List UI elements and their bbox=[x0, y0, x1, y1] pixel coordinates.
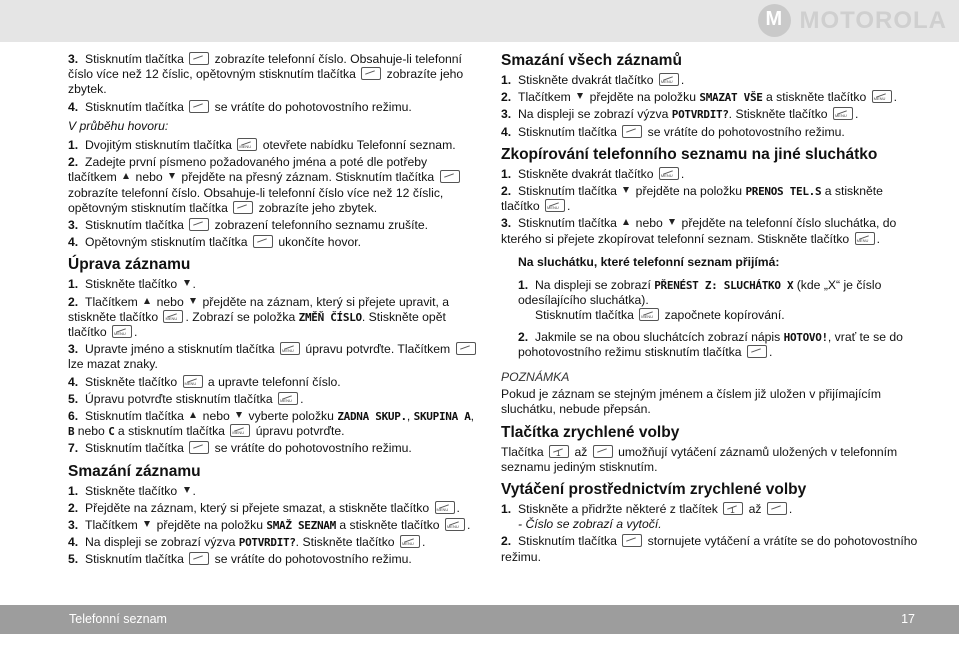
end-key-icon bbox=[189, 552, 209, 565]
menu-key-icon bbox=[183, 375, 203, 388]
down-arrow-icon bbox=[576, 91, 584, 103]
page-number: 17 bbox=[901, 612, 915, 626]
step: 1. Stiskněte dvakrát tlačítko MENU. bbox=[501, 73, 921, 88]
brand bbox=[758, 4, 947, 37]
menu-key-icon bbox=[639, 308, 659, 321]
display-text: ZADNA SKUP. bbox=[337, 410, 407, 424]
section-title: Smazání záznamu bbox=[68, 462, 201, 480]
display-text: POTVRDIT? bbox=[238, 536, 296, 550]
step: 2. Tlačítkem přejděte na položku SMAZAT VŠE a stiskněte tlačítko MENU. bbox=[501, 90, 921, 105]
step: 1. Na displeji se zobrazí PŘENÉST Z: SLUCHÁTKO X (kde „X“ je číslo odesílajícího sluchátka). Stisknutím tlačítka MENU započnete kopírování. bbox=[501, 278, 921, 324]
down-arrow-icon bbox=[183, 485, 191, 497]
section-title: Vytáčení prostřednictvím zrychlené volby bbox=[501, 481, 807, 499]
display-text: ZMĚŇ ČÍSLO bbox=[298, 310, 362, 324]
step: 2. Jakmile se na obou sluchátcích zobrazí nápis HOTOVO!, vrať te se do pohotovostního režimu stisknutím tlačítka . bbox=[518, 329, 903, 359]
during-call-heading: V průběhu hovoru: bbox=[68, 118, 169, 133]
note-label: POZNÁMKA bbox=[501, 370, 570, 385]
menu-key-icon bbox=[237, 138, 257, 151]
display-text: HOTOVO! bbox=[783, 330, 828, 344]
end-key-icon bbox=[747, 345, 767, 358]
end-key-icon bbox=[189, 100, 209, 113]
step: 1. Stiskněte dvakrát tlačítko MENU. bbox=[501, 167, 921, 182]
step: 4. Stisknutím tlačítka se vrátíte do pohotovostního režimu. bbox=[68, 99, 412, 114]
section-title: Tlačítka zrychlené volby bbox=[501, 423, 680, 441]
page-header bbox=[0, 0, 959, 42]
display-text: B bbox=[68, 425, 75, 439]
menu-key-icon bbox=[163, 310, 183, 323]
footer-section: Telefonní seznam bbox=[69, 612, 167, 626]
end-key-icon bbox=[189, 441, 209, 454]
step: 2. Stisknutím tlačítka přejděte na položku PRENOS TEL.S a stiskněte tlačítko MENU. bbox=[501, 184, 921, 214]
right-column bbox=[501, 52, 921, 567]
step: 3. Stisknutím tlačítka nebo přejděte na telefonní číslo sluchátka, do kterého si přejete zkopírovat telefonní seznam. Stiskněte tlačítko MENU. bbox=[501, 216, 921, 246]
menu-key-icon bbox=[280, 342, 300, 355]
end-key-icon bbox=[622, 125, 642, 138]
menu-key-icon bbox=[545, 199, 565, 212]
step: 3. Stisknutím tlačítka zobrazíte telefonní číslo. Obsahuje-li telefonní číslo více než 12 číslic, opětovným stisknutím tlačítka zobrazíte jeho zbytek. bbox=[68, 52, 464, 97]
step: 5. Stisknutím tlačítka se vrátíte do pohotovostního režimu. bbox=[68, 552, 412, 567]
down-arrow-icon bbox=[189, 296, 197, 308]
menu-key-icon bbox=[400, 535, 420, 548]
call-key-icon bbox=[361, 67, 381, 80]
menu-key-icon bbox=[659, 167, 679, 180]
menu-key-icon bbox=[445, 518, 465, 531]
step: 4. Stisknutím tlačítka se vrátíte do pohotovostního režimu. bbox=[501, 124, 845, 139]
call-key-icon bbox=[233, 201, 253, 214]
display-text: SKUPINA A bbox=[413, 410, 471, 424]
motorola-logo-icon bbox=[758, 4, 791, 37]
key-1-icon bbox=[549, 445, 569, 458]
display-text: PRENOS TEL.S bbox=[745, 185, 822, 199]
section-title: Úprava záznamu bbox=[68, 256, 191, 274]
end-key-icon bbox=[622, 534, 642, 547]
menu-key-icon bbox=[230, 424, 250, 437]
step: 2. Stisknutím tlačítka stornujete vytáčení a vrátíte se do pohotovostního režimu. bbox=[501, 534, 918, 564]
menu-key-icon bbox=[112, 325, 132, 338]
step: 2. Tlačítkem nebo přejděte na záznam, který si přejete upravit, a stiskněte tlačítko MENU. Zobrazí se položka ZMĚŇ ČÍSLO. Stiskněte opět tlačítko MENU. bbox=[68, 295, 478, 341]
menu-key-icon bbox=[278, 392, 298, 405]
display-text: POTVRDIT? bbox=[671, 108, 729, 122]
left-column bbox=[68, 52, 478, 570]
step: 1. Stiskněte tlačítko . bbox=[68, 277, 196, 292]
step: 4. Stiskněte tlačítko MENU a upravte telefonní číslo. bbox=[68, 375, 478, 390]
step: 2. Přejděte na záznam, který si přejete smazat, a stiskněte tlačítko MENU. bbox=[68, 501, 478, 516]
call-key-icon bbox=[456, 342, 476, 355]
step: 3. Upravte jméno a stisknutím tlačítka MENU úpravu potvrďte. Tlačítkem lze mazat znaky. bbox=[68, 342, 478, 372]
up-arrow-icon bbox=[143, 296, 151, 308]
brand-name: MOTOROLA bbox=[799, 6, 947, 34]
step: 1. Stiskněte a přidržte některé z tlačítek 1 až . - Číslo se zobrazí a vytočí. bbox=[501, 502, 921, 532]
bottom-margin bbox=[0, 634, 959, 654]
step: 3. Tlačítkem přejděte na položku SMAŽ SEZNAM a stiskněte tlačítko MENU. bbox=[68, 518, 478, 533]
step: 1. Dvojitým stisknutím tlačítka MENU otevřete nabídku Telefonní seznam. bbox=[68, 138, 478, 153]
up-arrow-icon bbox=[122, 171, 130, 183]
step: 1. Stiskněte tlačítko . bbox=[68, 483, 196, 498]
menu-key-icon bbox=[855, 232, 875, 245]
note-text: Pokud je záznam se stejným jménem a číslem již uložen v přijímajícím sluchátku, nebude přepsán. bbox=[501, 387, 881, 417]
step: 3. Na displeji se zobrazí výzva POTVRDIT?. Stiskněte tlačítko MENU. bbox=[501, 107, 921, 122]
step: 2. Zadejte první písmeno požadovaného jména a poté dle potřeby tlačítkem nebo přejděte na přesný záznam. Stisknutím tlačítka zobrazíte telefonní číslo. Obsahuje-li telefonní číslo více než 12 číslic, opětovným stisknutím tlačítka zobrazíte jeho zbytek. bbox=[68, 155, 478, 216]
step: 7. Stisknutím tlačítka se vrátíte do pohotovostního režimu. bbox=[68, 441, 412, 456]
key-9-icon bbox=[767, 502, 787, 515]
key-9-icon bbox=[593, 445, 613, 458]
speed-dial-text: Tlačítka 1 až umožňují vytáčení záznamů uložených v telefonním seznamu jediným stisknutím. bbox=[501, 445, 921, 475]
end-key-icon bbox=[189, 218, 209, 231]
menu-key-icon bbox=[872, 90, 892, 103]
step: 3. Stisknutím tlačítka zobrazení telefonního seznamu zrušíte. bbox=[68, 218, 429, 233]
up-arrow-icon bbox=[622, 217, 630, 229]
key-1-icon bbox=[723, 502, 743, 515]
step: 4. Na displeji se zobrazí výzva POTVRDIT?. Stiskněte tlačítko MENU. bbox=[68, 535, 478, 550]
step: 5. Úpravu potvrďte stisknutím tlačítka MENU. bbox=[68, 392, 478, 407]
step: 6. Stisknutím tlačítka nebo vyberte položku ZADNA SKUP., SKUPINA A, B nebo C a stisknutím tlačítka MENU úpravu potvrďte. bbox=[68, 409, 478, 439]
step: 4. Opětovným stisknutím tlačítka ukončíte hovor. bbox=[68, 235, 361, 250]
end-key-icon bbox=[253, 235, 273, 248]
down-arrow-icon bbox=[143, 519, 151, 531]
display-text: C bbox=[108, 425, 115, 439]
down-arrow-icon bbox=[235, 410, 243, 422]
down-arrow-icon bbox=[622, 185, 630, 197]
up-arrow-icon bbox=[189, 410, 197, 422]
display-text: SMAZAT VŠE bbox=[699, 91, 763, 105]
down-arrow-icon bbox=[668, 217, 676, 229]
receiving-handset-heading: Na sluchátku, které telefonní seznam přijímá: bbox=[518, 254, 780, 269]
menu-key-icon bbox=[833, 107, 853, 120]
section-title: Zkopírování telefonního seznamu na jiné sluchátko bbox=[501, 145, 878, 163]
section-title: Smazání všech záznamů bbox=[501, 52, 682, 69]
display-text: SMAŽ SEZNAM bbox=[266, 519, 336, 533]
page-footer bbox=[0, 605, 959, 634]
down-arrow-icon bbox=[183, 278, 191, 290]
menu-key-icon bbox=[659, 73, 679, 86]
display-text: PŘENÉST Z: SLUCHÁTKO X bbox=[654, 279, 794, 293]
menu-key-icon bbox=[435, 501, 455, 514]
call-key-icon bbox=[440, 170, 460, 183]
down-arrow-icon bbox=[168, 171, 176, 183]
call-key-icon bbox=[189, 52, 209, 65]
